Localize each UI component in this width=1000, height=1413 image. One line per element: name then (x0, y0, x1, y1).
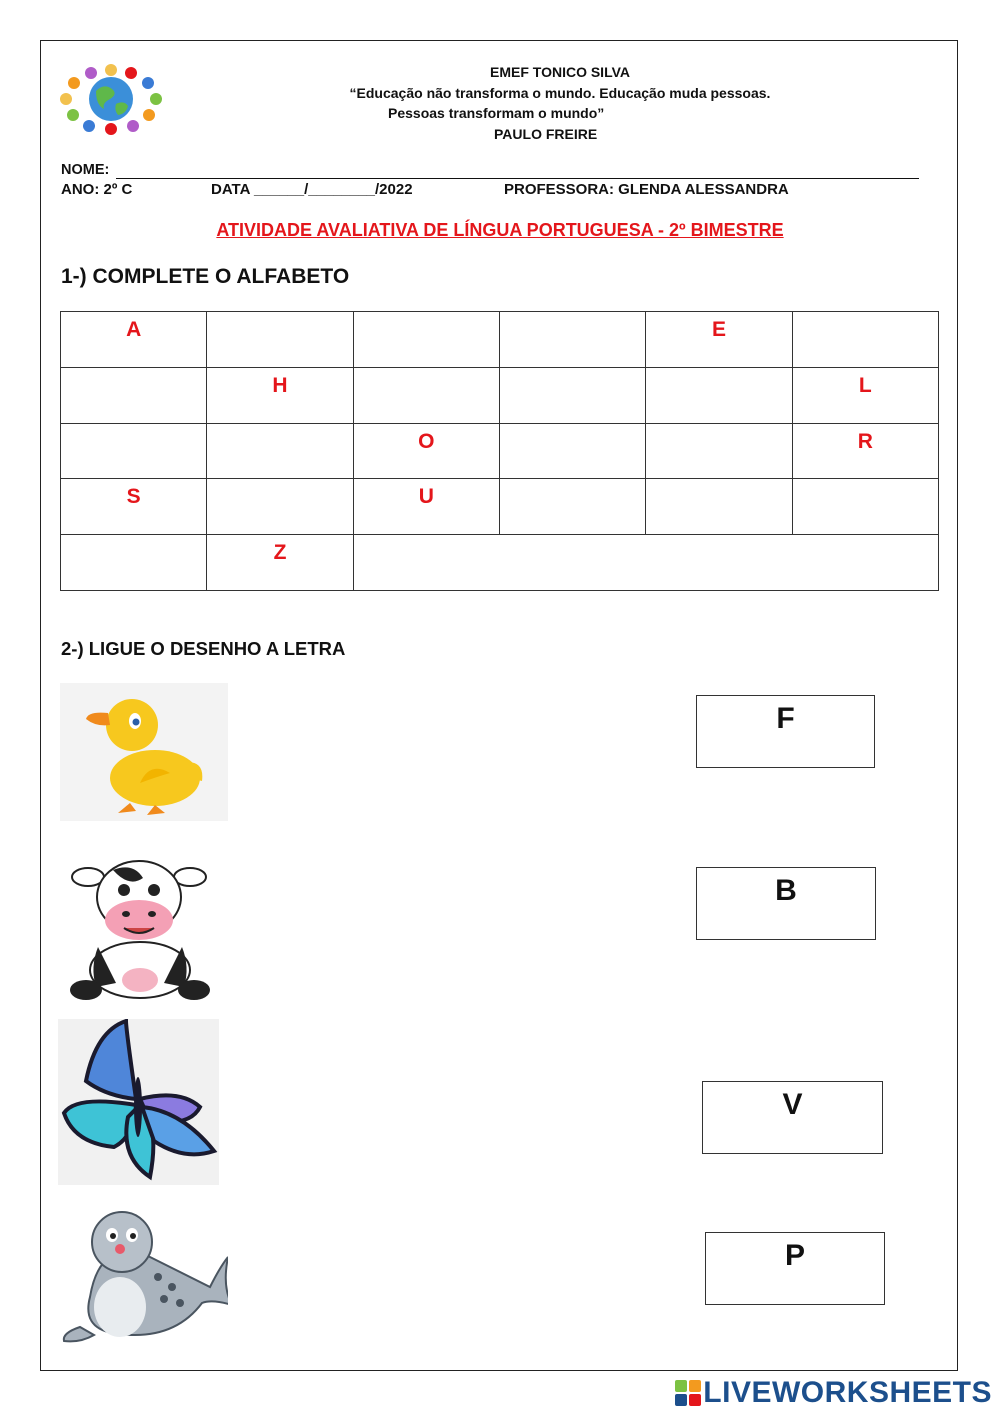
duck-picture[interactable] (60, 683, 228, 821)
globe-icon (89, 77, 133, 121)
school-name: EMEF TONICO SILVA (489, 64, 630, 80)
alphabet-blank-cell[interactable] (499, 479, 645, 535)
alphabet-grid (60, 311, 939, 591)
data-label[interactable]: DATA ______/________/2022 (211, 181, 413, 198)
letter-box-b[interactable]: B (696, 867, 876, 940)
alphabet-cell: L (792, 367, 938, 423)
alphabet-cell: O (353, 423, 499, 479)
alphabet-cell: H (207, 367, 353, 423)
nome-input-line[interactable] (116, 178, 919, 179)
letter-box-f[interactable]: F (696, 695, 875, 768)
liveworksheets-watermark (675, 1376, 992, 1410)
alphabet-blank-cell[interactable] (207, 312, 353, 368)
school-logo (56, 56, 166, 138)
question-2-prompt: 2-) LIGUE O DESENHO A LETRA (61, 638, 346, 659)
alphabet-blank-cell[interactable] (499, 423, 645, 479)
quote-author: PAULO FREIRE (494, 125, 598, 142)
letter-box-v[interactable]: V (702, 1081, 883, 1154)
question-1-prompt: 1-) COMPLETE O ALFABETO (61, 265, 350, 288)
duck-icon (60, 683, 228, 821)
alphabet-blank-cell[interactable] (61, 367, 207, 423)
liveworksheets-brand: LIVEWORKSHEETS (703, 1376, 992, 1409)
professora-label: PROFESSORA: GLENDA ALESSANDRA (504, 181, 789, 198)
quote-line-1: “Educação não transforma o mundo. Educação muda pessoas. (349, 84, 771, 101)
quote-line-2: Pessoas transformam o mundo” (388, 105, 605, 121)
alphabet-cell: S (61, 479, 207, 535)
alphabet-blank-cell[interactable] (792, 312, 938, 368)
alphabet-cell: Z (207, 535, 353, 591)
cow-icon (58, 852, 220, 1007)
alphabet-blank-cell[interactable] (499, 367, 645, 423)
alphabet-cell: U (353, 479, 499, 535)
alphabet-blank-cell[interactable] (207, 423, 353, 479)
alphabet-blank-cell[interactable] (499, 312, 645, 368)
alphabet-blank-cell[interactable] (646, 423, 792, 479)
alphabet-cell: A (61, 312, 207, 368)
alphabet-blank-cell[interactable] (646, 479, 792, 535)
school-header (310, 62, 810, 144)
butterfly-picture[interactable] (58, 1019, 219, 1185)
alphabet-blank-cell[interactable] (792, 479, 938, 535)
alphabet-empty-area (353, 535, 938, 591)
alphabet-blank-cell[interactable] (61, 535, 207, 591)
seal-picture[interactable] (60, 1207, 228, 1352)
alphabet-cell: E (646, 312, 792, 368)
liveworksheets-logo-icon (675, 1380, 701, 1406)
alphabet-blank-cell[interactable] (353, 367, 499, 423)
alphabet-cell: R (792, 423, 938, 479)
alphabet-blank-cell[interactable] (646, 367, 792, 423)
alphabet-blank-cell[interactable] (353, 312, 499, 368)
letter-box-p[interactable]: P (705, 1232, 885, 1305)
butterfly-icon (58, 1019, 219, 1185)
cow-picture[interactable] (58, 852, 220, 1007)
ano-label: ANO: 2º C (61, 181, 133, 198)
activity-title: ATIVIDADE AVALIATIVA DE LÍNGUA PORTUGUESA - 2º BIMESTRE (216, 220, 784, 240)
alphabet-blank-cell[interactable] (61, 423, 207, 479)
nome-label: NOME: (61, 162, 110, 178)
seal-icon (60, 1207, 228, 1352)
alphabet-blank-cell[interactable] (207, 479, 353, 535)
